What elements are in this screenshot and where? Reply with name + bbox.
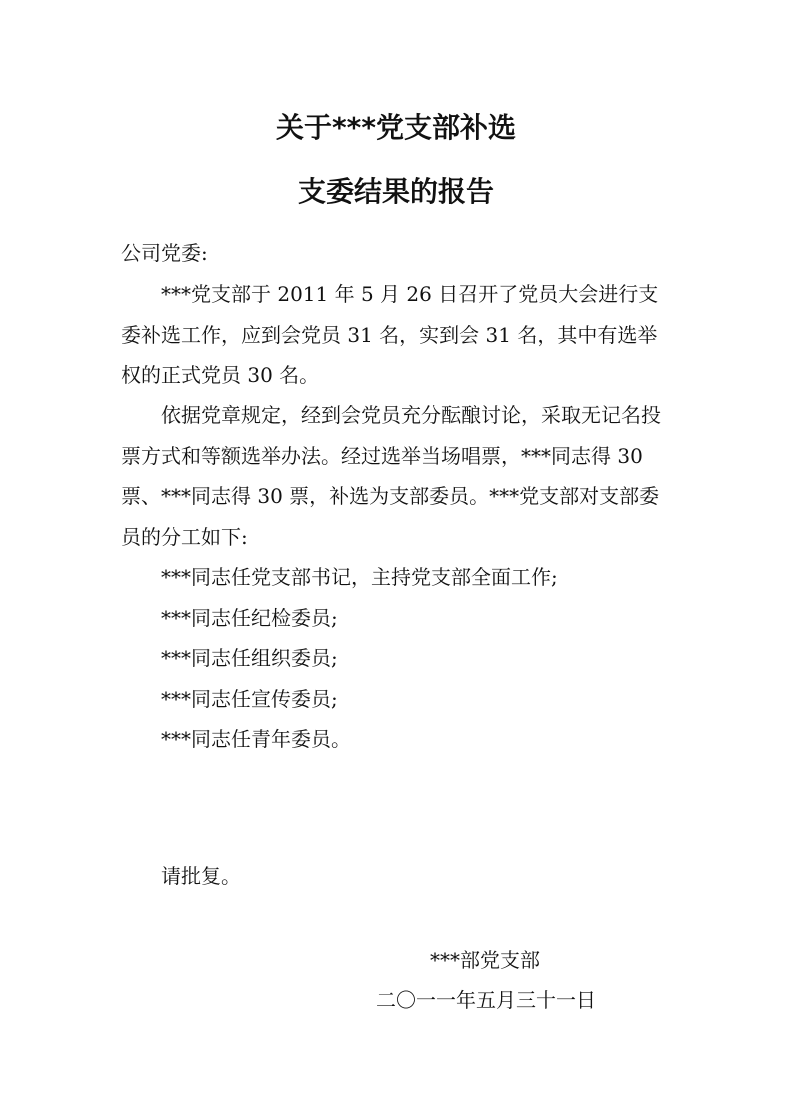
duty-item-organization: ***同志任组织委员; — [161, 646, 338, 670]
duty-item-secretary: ***同志任党支部书记，主持党支部全面工作; — [161, 565, 558, 589]
duty-assignment-list — [161, 557, 558, 760]
salutation: 公司党委: — [121, 241, 208, 265]
duty-item-youth: ***同志任青年委员。 — [161, 727, 351, 751]
document-title-line-2: 支委结果的报告 — [297, 175, 494, 208]
paragraph-election-result: 依据党章规定，经到会党员充分酝酿讨论，采取无记名投票方式和等额选举办法。经过选举当场唱票，***同志得 30 票、***同志得 30 票，补选为支部委员。***党支部对支部委员的分工如下: — [121, 403, 661, 549]
signature-date: 二〇一一年五月三十一日 — [376, 988, 596, 1012]
signature-organization: ***部党支部 — [430, 948, 540, 972]
duty-item-propaganda: ***同志任宣传委员; — [161, 686, 338, 711]
closing-request: 请批复。 — [161, 864, 241, 888]
document-title-line-1: 关于***党支部补选 — [276, 111, 516, 144]
paragraph-meeting-info: ***党支部于 2011 年 5 月 26 日召开了党员大会进行支委补选工作，应到会党员 31 名，实到会 31 名，其中有选举权的正式党员 30 名。 — [121, 282, 659, 387]
duty-item-discipline: ***同志任纪检委员; — [161, 605, 338, 630]
